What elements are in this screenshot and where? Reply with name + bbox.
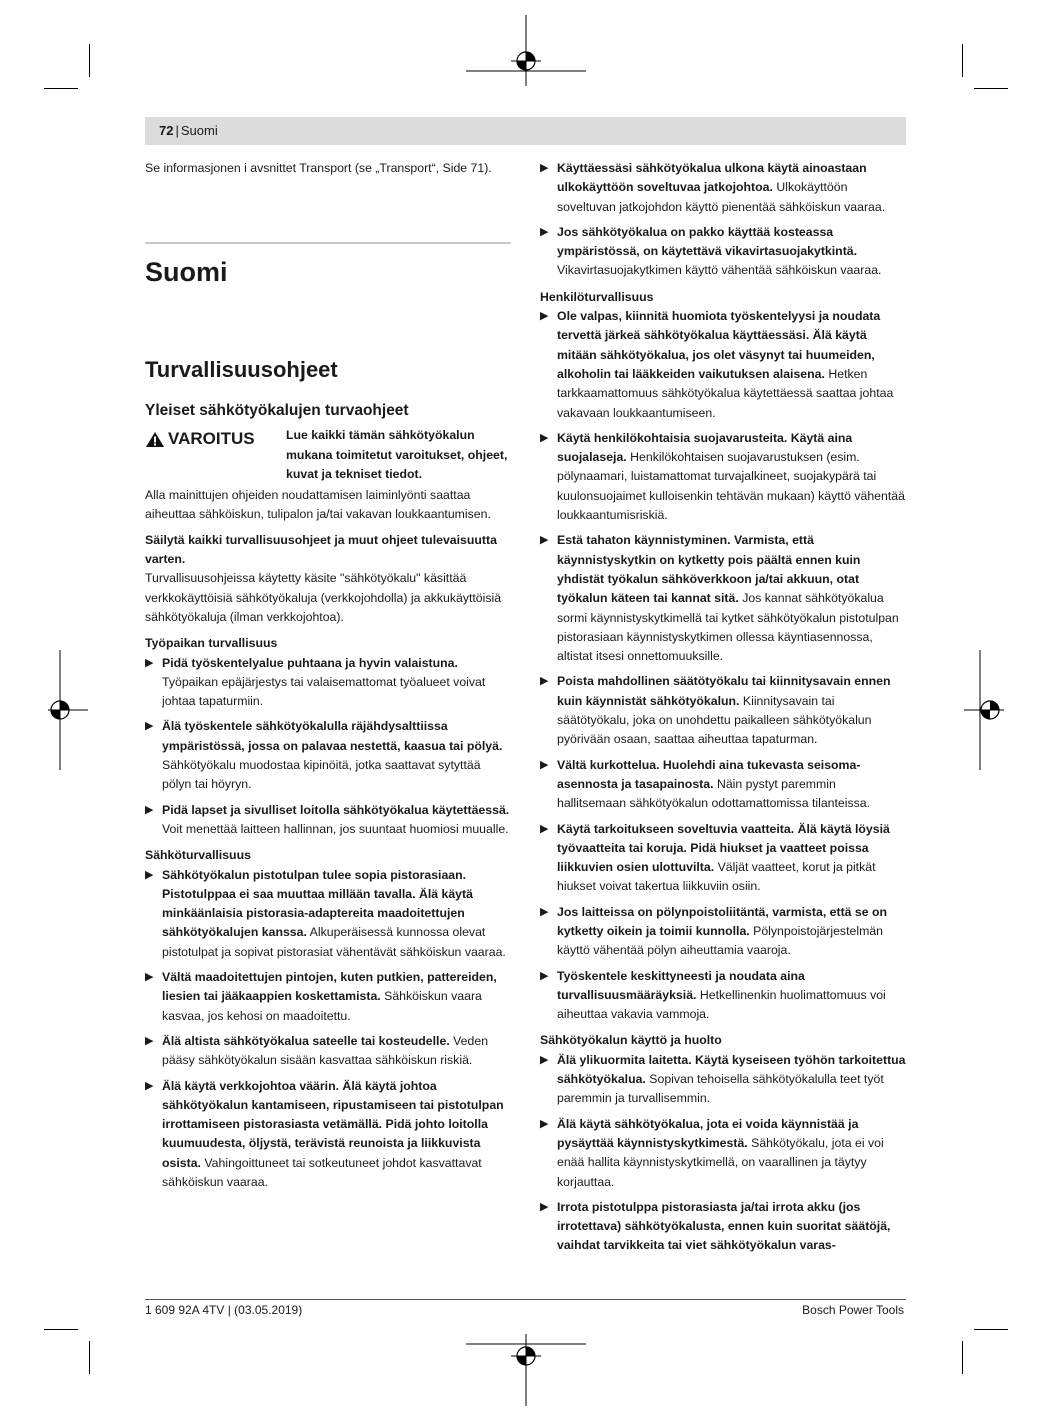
left-column (145, 159, 511, 1198)
registration-mark-icon (466, 1306, 586, 1412)
warning-text: Alla mainittujen ohjeiden noudattamisen laiminlyönti saattaa aiheuttaa sähköiskun, tulipalon ja/tai vakavan loukkaantumisen. (145, 488, 491, 522)
triangle-right-icon: ▶ (145, 1079, 154, 1092)
list-item: ▶ Käytä tarkoitukseen soveltuvia vaatteita. Älä käytä löysiä työvaatteita tai koruja. Pidä hiukset ja vaatteet poissa liikkuvien osien ulottuvilta. Väljät vaatteet, korut ja pitkät hiukset voivat takertua liikkuviin osiin. (540, 821, 890, 894)
registration-mark-icon (466, 10, 586, 110)
section-title: Työpaikan turvallisuus (145, 636, 278, 651)
list-item: ▶ Jos sähkötyökalua on pakko käyttää kosteassa ympäristössä, on käytettävä vikavirtasuojakytkintä. Vikavirtasuojakytkimen käyttö vähentää sähköiskun vaaraa. (540, 224, 882, 278)
list-item: ▶ Jos laitteissa on pölynpoistoliitäntä, varmista, että se on kytketty oikein ja toimii kunnolla. Pölynpoistojärjestelmän käyttö vähentää pölyn aiheuttamia vaaroja. (540, 904, 888, 958)
keep-instructions-note: Säilytä kaikki turvallisuusohjeet ja muut ohjeet tulevaisuutta varten. (145, 532, 497, 567)
crop-mark (974, 1329, 1008, 1330)
list-item: ▶ Älä työskentele sähkötyökalulla räjähdysalttiissa ympäristössä, jossa on palavaa nestettä, kaasua tai pölyä. Sähkötyökalu muodostaa kipinöitä, jotka saattavat sytyttää pölyn tai höyryn. (145, 719, 503, 792)
triangle-right-icon: ▶ (540, 1053, 549, 1066)
triangle-right-icon: ▶ (540, 675, 549, 688)
triangle-right-icon: ▶ (540, 162, 549, 174)
triangle-right-icon: ▶ (540, 310, 549, 323)
crop-mark (962, 1341, 963, 1374)
list-item: ▶ Käytä henkilökohtaisia suojavarusteita. Käytä aina suojalaseja. Henkilökohtaisen suojavarustuksen (esim. pölynaamari, luistamattomat turvajalkineet, suojakypärä tai kuulonsuojaimet kulloisenkin tehtävän mukaan) käyttö vähentää loukkaantumisriskiä. (540, 430, 905, 523)
warning-triangle-icon (145, 431, 165, 448)
right-column (540, 159, 906, 1262)
intro-text: Se informasjonen i avsnittet Transport (se „Transport“, Side 71). (145, 161, 492, 175)
page-number: 72 (159, 123, 174, 138)
triangle-right-icon: ▶ (145, 868, 154, 881)
crop-mark (44, 88, 78, 89)
triangle-right-icon: ▶ (540, 1117, 549, 1130)
list-item: ▶ Käyttäessäsi sähkötyökalua ulkona käytä ainoastaan ulkokäyttöön soveltuvaa jatkojohtoa. Ulkokäyttöön soveltuvan jatkojohdon käyttö pienentää sähköiskun vaaraa. (540, 161, 886, 214)
header-separator: | (175, 123, 179, 138)
triangle-right-icon: ▶ (145, 803, 154, 816)
registration-mark-icon (40, 650, 90, 770)
section-divider (145, 242, 511, 244)
list-item: ▶ Sähkötyökalun pistotulpan tulee sopia pistorasiaan. Pistotulppaa ei saa muuttaa millään tavalla. Älä käytä minkäänlaisia pistorasia-adaptereita maadoitettujen sähkötyökalujen kanssa. Alkuperäisessä kunnossa olevat pistotulpat ja sopivat pistorasiat vähentävät sähköiskun vaaraa. (145, 867, 506, 959)
triangle-right-icon: ▶ (145, 656, 154, 669)
crop-mark (89, 44, 90, 77)
crop-mark (962, 44, 963, 77)
warning-word: VAROITUS (168, 429, 255, 449)
term-definition: Turvallisuusohjeissa käytetty käsite "sähkötyökalu" käsittää verkkokäyttöisiä sähkötyökaluja (verkkojohdolla) ja akkukäyttöisiä sähkötyökaluja (ilman verkkojohtoa). (145, 571, 502, 624)
triangle-right-icon: ▶ (145, 971, 154, 984)
list-item: ▶ Älä käytä verkkojohtoa väärin. Älä käytä johtoa sähkötyökalun kantamiseen, ripustamiseen tai pistotulpan irrottamiseen pistorasiasta vetämällä. Pidä johto loitolla kuumuudesta, öljystä, terävistä reunoista ja liikkuvista osista. Vahingoittuneet tai sotkeutuneet johdot kasvattavat sähköiskun vaaraa. (145, 1078, 504, 1189)
header-section: Suomi (180, 123, 218, 138)
list-item: ▶ Pidä lapset ja sivulliset loitolla sähkötyökalua käytettäessä. Voit menettää laitteen hallinnan, jos suuntaat huomiosi muualle. (145, 802, 510, 836)
language-title: Suomi (145, 257, 228, 288)
triangle-right-icon: ▶ (540, 1200, 549, 1213)
triangle-right-icon: ▶ (540, 969, 549, 982)
section-title: Sähköturvallisuus (145, 848, 251, 863)
list-item: ▶ Älä käytä sähkötyökalua, jota ei voida käynnistää ja pysäyttää käynnistyskytkimestä. Sähkötyökalu, jota ei voi enää hallita käynnistyskytkimellä, on vaarallinen ja täytyy korjauttaa. (540, 1116, 884, 1189)
triangle-right-icon: ▶ (540, 758, 549, 771)
crop-mark (974, 88, 1008, 89)
list-item: ▶ Työskentele keskittyneesti ja noudata aina turvallisuusmääräyksiä. Hetkellinenkin huolimattomuus voi aiheuttaa vakavia vammoja. (540, 968, 886, 1022)
list-item: ▶ Vältä kurkottelua. Huolehdi aina tukevasta seisoma-asennosta ja tasapainosta. Näin pystyt paremmin hallitsemaan sähkötyökalun odottamattomissa tilanteissa. (540, 757, 871, 811)
registration-mark-icon (962, 650, 1012, 770)
list-item: ▶ Pidä työskentelyalue puhtaana ja hyvin valaistuna. Työpaikan epäjärjestys tai valaisemattomat työalueet voivat johtaa tapaturmiin. (145, 655, 486, 709)
section-title: Henkilöturvallisuus (540, 289, 654, 304)
page-header (145, 117, 906, 145)
list-item: ▶ Irrota pistotulppa pistorasiasta ja/tai irrota akku (jos irrotettava) sähkötyökalusta, ennen kuin suoritat säätöjä, vaihdat tarvikkeita tai viet sähkötyökalun varas- (540, 1199, 891, 1253)
list-item: ▶ Estä tahaton käynnistyminen. Varmista, että käynnistyskytkin on kytketty pois päältä ennen kuin yhdistät työkalun sähköverkkoon ja/tai akkuun, otat työkalun käteen tai kannat sitä. Jos kannat sähkötyökalua sormi käynnistyskytkimellä tai kytket sähkötyökalun pistotulpan pistorasiaan käynnistyskytkimen ollessa käyntiasennossa, altistat itsesi onnettomuuksille. (540, 533, 899, 664)
safety-heading: Turvallisuusohjeet (145, 357, 338, 383)
section-title: Sähkötyökalun käyttö ja huolto (540, 1033, 722, 1048)
triangle-right-icon: ▶ (540, 905, 549, 918)
triangle-right-icon: ▶ (145, 720, 154, 733)
warning-lead: Lue kaikki tämän sähkötyökalun mukana toimitetut varoitukset, ohjeet, kuvat ja tekniset tiedot. (286, 428, 508, 481)
triangle-right-icon: ▶ (540, 225, 549, 238)
triangle-right-icon: ▶ (145, 1034, 154, 1047)
page-footer (145, 1299, 906, 1320)
crop-mark (44, 1329, 78, 1330)
triangle-right-icon: ▶ (540, 822, 549, 835)
triangle-right-icon: ▶ (540, 431, 549, 444)
warning-block (145, 426, 511, 484)
triangle-right-icon: ▶ (540, 534, 549, 547)
list-item: ▶ Vältä maadoitettujen pintojen, kuten putkien, pattereiden, liesien tai jääkaappien koskettamista. Sähköiskun vaara kasvaa, jos kehosi on maadoitettu. (145, 970, 497, 1023)
document-id: 1 609 92A 4TV | (03.05.2019) (145, 1303, 303, 1317)
list-item: ▶ Poista mahdollinen säätötyökalu tai kiinnitysavain ennen kuin käynnistät sähkötyökalun. Kiinnitysavain tai säätötyökalu, joka on unohdettu paikalleen sähkötyökalun pyörivään osaan, saattaa aiheuttaa tapaturman. (540, 674, 891, 747)
brand-name: Bosch Power Tools (802, 1303, 904, 1317)
crop-mark (89, 1341, 90, 1374)
warning-label (145, 428, 255, 450)
list-item: ▶ Älä altista sähkötyökalua sateelle tai kosteudelle. Veden pääsy sähkötyökalun sisään kasvattaa sähköiskun riskiä. (145, 1033, 489, 1068)
general-safety-subheading: Yleiset sähkötyökalujen turvaohjeet (145, 402, 409, 420)
list-item: ▶ Ole valpas, kiinnitä huomiota työskentelyysi ja noudata tervettä järkeä sähkötyökalua käyttäessäsi. Älä käytä mitään sähkötyökalua, jos olet väsynyt tai huumeiden, alkoholin tai lääkkeiden vaikutuksen alaisena. Hetken tarkkaamattomuus sähkötyökalua käytettäessä saattaa johtaa vakavaan loukkaantumiseen. (540, 309, 894, 420)
list-item: ▶ Älä ylikuormita laitetta. Käytä kyseiseen työhön tarkoitettua sähkötyökalua. Sopivan tehoisella sähkötyökalulla teet työt paremmin ja turvallisemmin. (540, 1052, 906, 1106)
